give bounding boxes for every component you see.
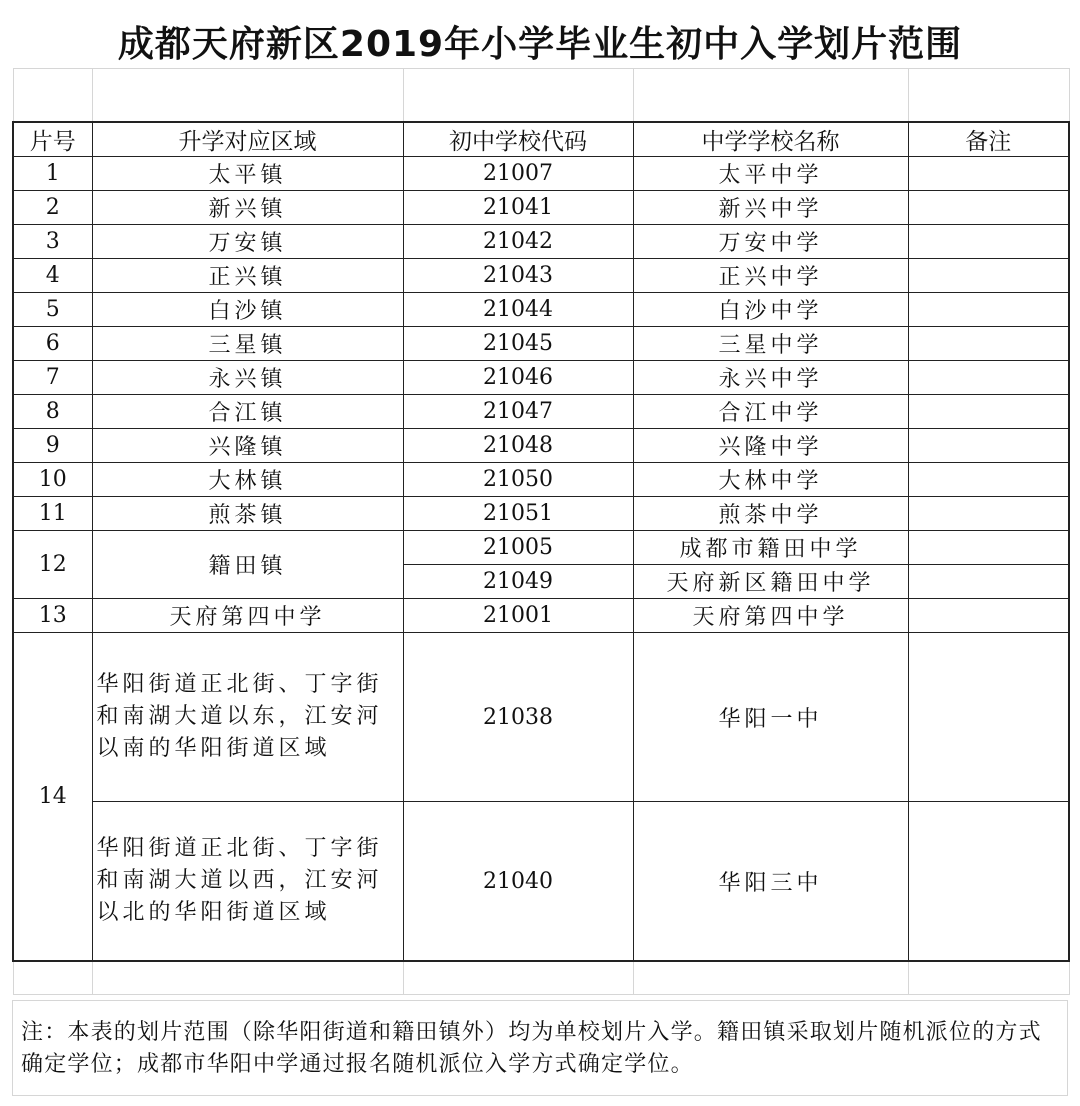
- cell-remark: [908, 191, 1069, 225]
- cell-remark: [908, 429, 1069, 463]
- cell-area: 兴隆镇: [92, 429, 403, 463]
- cell-school: 煎茶中学: [633, 497, 908, 531]
- header-row: [13, 122, 1069, 157]
- cell-school: 天府第四中学: [633, 599, 908, 633]
- table-row: [13, 429, 1069, 463]
- cell-area: 白沙镇: [92, 293, 403, 327]
- cell-code: 21040: [403, 802, 633, 962]
- area-line: 和南湖大道以东，江安河: [96, 704, 383, 729]
- cell-no: 13: [13, 599, 92, 633]
- cell-school: 华阳一中: [633, 633, 908, 802]
- cell-remark: [908, 259, 1069, 293]
- table-row: [13, 802, 1069, 962]
- cell-school: 合江中学: [633, 395, 908, 429]
- table-row: [13, 531, 1069, 565]
- page-title: 成都天府新区2019年小学毕业生初中入学划片范围: [117, 23, 963, 65]
- blank-cell: [92, 69, 403, 123]
- cell-area: [92, 802, 403, 962]
- cell-school: 永兴中学: [633, 361, 908, 395]
- cell-remark: [908, 395, 1069, 429]
- cell-code: 21046: [403, 361, 633, 395]
- header-no: 片号: [13, 122, 92, 157]
- cell-remark: [908, 463, 1069, 497]
- area-line: 以北的华阳街道区域: [96, 900, 331, 925]
- cell-remark: [908, 327, 1069, 361]
- blank-cell: [403, 961, 633, 995]
- table-row: [13, 599, 1069, 633]
- cell-area: 合江镇: [92, 395, 403, 429]
- cell-no: 10: [13, 463, 92, 497]
- footnote: 注：本表的划片范围（除华阳街道和籍田镇外）均为单校划片入学。籍田镇采取划片随机派位的方式确定学位；成都市华阳中学通过报名随机派位入学方式确定学位。: [12, 1000, 1068, 1096]
- cell-remark: [908, 225, 1069, 259]
- cell-school: 白沙中学: [633, 293, 908, 327]
- blank-cell: [403, 69, 633, 123]
- cell-area: 太平镇: [92, 157, 403, 191]
- cell-code: 21041: [403, 191, 633, 225]
- table-row: [13, 293, 1069, 327]
- cell-code: 21001: [403, 599, 633, 633]
- cell-code: 21048: [403, 429, 633, 463]
- cell-school: 太平中学: [633, 157, 908, 191]
- area-line: 以南的华阳街道区域: [96, 736, 331, 761]
- table-row: [13, 497, 1069, 531]
- table-row: [13, 633, 1069, 802]
- blank-row: [13, 961, 1069, 995]
- cell-code: 21045: [403, 327, 633, 361]
- cell-remark: [908, 497, 1069, 531]
- cell-area: 永兴镇: [92, 361, 403, 395]
- table-row: [13, 327, 1069, 361]
- cell-area: 正兴镇: [92, 259, 403, 293]
- cell-no: 7: [13, 361, 92, 395]
- area-line: 和南湖大道以西，江安河: [96, 868, 383, 893]
- cell-no: 2: [13, 191, 92, 225]
- header-remark: 备注: [908, 122, 1069, 157]
- area-line: 华阳街道正北街、丁字街: [96, 836, 383, 861]
- cell-no: 3: [13, 225, 92, 259]
- blank-cell: [633, 69, 908, 123]
- blank-row: [13, 69, 1069, 123]
- cell-remark: [908, 802, 1069, 962]
- cell-remark: [908, 565, 1069, 599]
- cell-school: 新兴中学: [633, 191, 908, 225]
- blank-cell: [13, 961, 92, 995]
- cell-area: 天府第四中学: [92, 599, 403, 633]
- cell-no: 12: [13, 531, 92, 599]
- area-line: 华阳街道正北街、丁字街: [96, 672, 383, 697]
- cell-remark: [908, 157, 1069, 191]
- table-row: [13, 157, 1069, 191]
- cell-school: 兴隆中学: [633, 429, 908, 463]
- table-row: [13, 395, 1069, 429]
- cell-area: 三星镇: [92, 327, 403, 361]
- cell-code: 21005: [403, 531, 633, 565]
- cell-area: 大林镇: [92, 463, 403, 497]
- cell-no: 5: [13, 293, 92, 327]
- table-row: [13, 463, 1069, 497]
- cell-no: 9: [13, 429, 92, 463]
- cell-code: 21038: [403, 633, 633, 802]
- cell-school: 大林中学: [633, 463, 908, 497]
- cell-no: 6: [13, 327, 92, 361]
- cell-area: 籍田镇: [92, 531, 403, 599]
- blank-cell: [908, 69, 1069, 123]
- blank-cell: [908, 961, 1069, 995]
- blank-cell: [13, 69, 92, 123]
- blank-cell: [633, 961, 908, 995]
- header-area: 升学对应区域: [92, 122, 403, 157]
- cell-school: 成都市籍田中学: [633, 531, 908, 565]
- cell-code: 21047: [403, 395, 633, 429]
- header-code: 初中学校代码: [403, 122, 633, 157]
- header-school: 中学学校名称: [633, 122, 908, 157]
- table-row: [13, 225, 1069, 259]
- cell-code: 21049: [403, 565, 633, 599]
- cell-area: 新兴镇: [92, 191, 403, 225]
- cell-remark: [908, 599, 1069, 633]
- cell-code: 21043: [403, 259, 633, 293]
- cell-school: 三星中学: [633, 327, 908, 361]
- zoning-table: [12, 68, 1070, 995]
- cell-remark: [908, 361, 1069, 395]
- cell-school: 天府新区籍田中学: [633, 565, 908, 599]
- cell-no: 14: [13, 633, 92, 962]
- cell-code: 21044: [403, 293, 633, 327]
- cell-area: 万安镇: [92, 225, 403, 259]
- cell-area: 煎茶镇: [92, 497, 403, 531]
- cell-code: 21051: [403, 497, 633, 531]
- cell-code: 21042: [403, 225, 633, 259]
- cell-remark: [908, 531, 1069, 565]
- cell-code: 21007: [403, 157, 633, 191]
- cell-no: 1: [13, 157, 92, 191]
- cell-school: 万安中学: [633, 225, 908, 259]
- cell-code: 21050: [403, 463, 633, 497]
- cell-no: 4: [13, 259, 92, 293]
- cell-school: 正兴中学: [633, 259, 908, 293]
- table-row: [13, 361, 1069, 395]
- cell-area: [92, 633, 403, 802]
- cell-remark: [908, 293, 1069, 327]
- table-row: [13, 259, 1069, 293]
- cell-no: 11: [13, 497, 92, 531]
- table-row: [13, 191, 1069, 225]
- cell-remark: [908, 633, 1069, 802]
- cell-school: 华阳三中: [633, 802, 908, 962]
- blank-cell: [92, 961, 403, 995]
- cell-no: 8: [13, 395, 92, 429]
